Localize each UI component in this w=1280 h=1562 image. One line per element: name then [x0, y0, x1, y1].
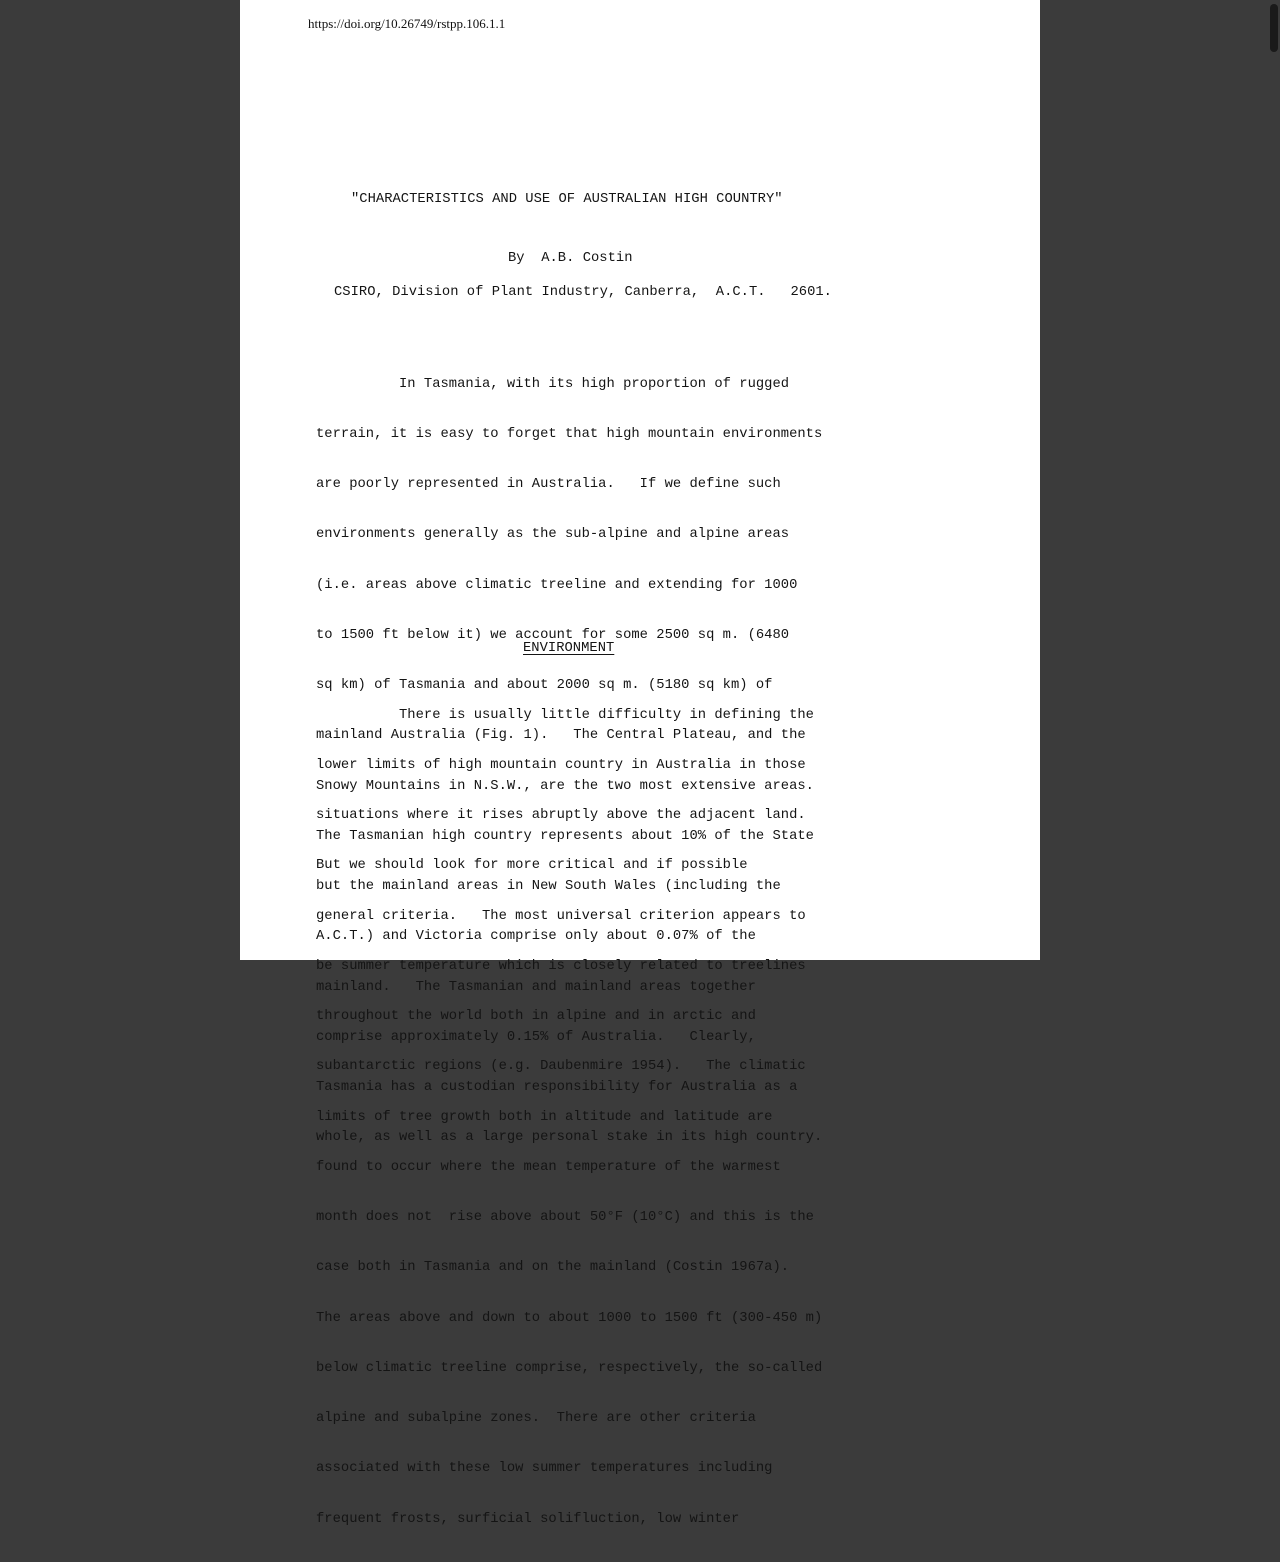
- paragraph-line: whole, as well as a large personal stake in its high country.: [316, 1130, 823, 1146]
- paragraph-line: terrain, it is easy to forget that high mountain environments: [316, 426, 823, 442]
- paragraph-line: Tasmania has a custodian responsibility for Australia as a: [316, 1080, 798, 1095]
- vertical-scrollbar[interactable]: [1266, 0, 1280, 960]
- paragraph-line: throughout the world both in alpine and in arctic and: [316, 1009, 756, 1024]
- scrollbar-thumb[interactable]: [1270, 4, 1278, 52]
- paragraph-line: mainland. The Tasmanian and mainland areas together: [316, 979, 756, 995]
- paragraph-line: be summer temperature which is closely related to treelines: [316, 958, 806, 974]
- paragraph-line: sq km) of Tasmania and about 2000 sq m. (5180 sq km) of: [316, 678, 773, 693]
- paragraph-line: are poorly represented in Australia. If we define such: [316, 477, 781, 492]
- paragraph-line: case both in Tasmania and on the mainland (Costin 1967a).: [316, 1260, 790, 1276]
- paragraph-line: found to occur where the mean temperature of the warmest: [316, 1159, 781, 1175]
- paragraph-line: general criteria. The most universal criterion appears to: [316, 908, 806, 924]
- paragraph-line: lower limits of high mountain country in Australia in those: [316, 757, 806, 773]
- paper-title: "CHARACTERISTICS AND USE OF AUSTRALIAN HIGH COUNTRY": [351, 192, 783, 207]
- paragraph-line: frequent frosts, surficial solifluction, low winter: [316, 1511, 740, 1527]
- paragraph-line: to 1500 ft below it) we account for some 2500 sq m. (6480: [316, 627, 790, 643]
- author-affiliation: CSIRO, Division of Plant Industry, Canberra, A.C.T. 2601.: [334, 285, 832, 300]
- paragraph-line: Snowy Mountains in N.S.W., are the two most extensive areas.: [316, 778, 814, 794]
- paragraph-line: comprise approximately 0.15% of Australia. Clearly,: [316, 1029, 756, 1045]
- document-page: [240, 0, 1040, 1527]
- paragraph-line: limits of tree growth both in altitude and latitude are: [316, 1109, 773, 1125]
- paragraph-line: alpine and subalpine zones. There are other criteria: [316, 1411, 756, 1426]
- paragraph-line: below climatic treeline comprise, respectively, the so-called: [316, 1360, 823, 1376]
- paragraph-line: month does not rise above about 50°F (10°C) and this is the: [316, 1210, 814, 1225]
- paragraph-line: In Tasmania, with its high proportion of rugged: [316, 376, 790, 392]
- paragraph-line: environments generally as the sub-alpine and alpine areas: [316, 527, 790, 543]
- paper-author: By A.B. Costin: [508, 251, 633, 266]
- paragraph-line: There is usually little difficulty in defining the: [316, 707, 814, 723]
- paragraph-line: (i.e. areas above climatic treeline and extending for 1000: [316, 577, 798, 593]
- paragraph-line: associated with these low summer temperatures including: [316, 1461, 773, 1477]
- paragraph-line: The Tasmanian high country represents about 10% of the State: [316, 828, 814, 844]
- doi-link[interactable]: https://doi.org/10.26749/rstpp.106.1.1: [308, 16, 506, 31]
- paragraph-line: but the mainland areas in New South Wales (including the: [316, 879, 781, 894]
- paragraph-line: A.C.T.) and Victoria comprise only about 0.07% of the: [316, 929, 756, 945]
- section-heading-environment: ENVIRONMENT: [523, 641, 615, 656]
- paragraph-line: The areas above and down to about 1000 to 1500 ft (300-450 m): [316, 1310, 823, 1326]
- paragraph-line: subantarctic regions (e.g. Daubenmire 1954). The climatic: [316, 1059, 806, 1075]
- environment-paragraph: [316, 674, 822, 1562]
- paragraph-line: mainland Australia (Fig. 1). The Central Plateau, and the: [316, 728, 806, 744]
- paragraph-line: But we should look for more critical and if possible: [316, 858, 748, 874]
- paragraph-line: situations where it rises abruptly above the adjacent land.: [316, 808, 806, 823]
